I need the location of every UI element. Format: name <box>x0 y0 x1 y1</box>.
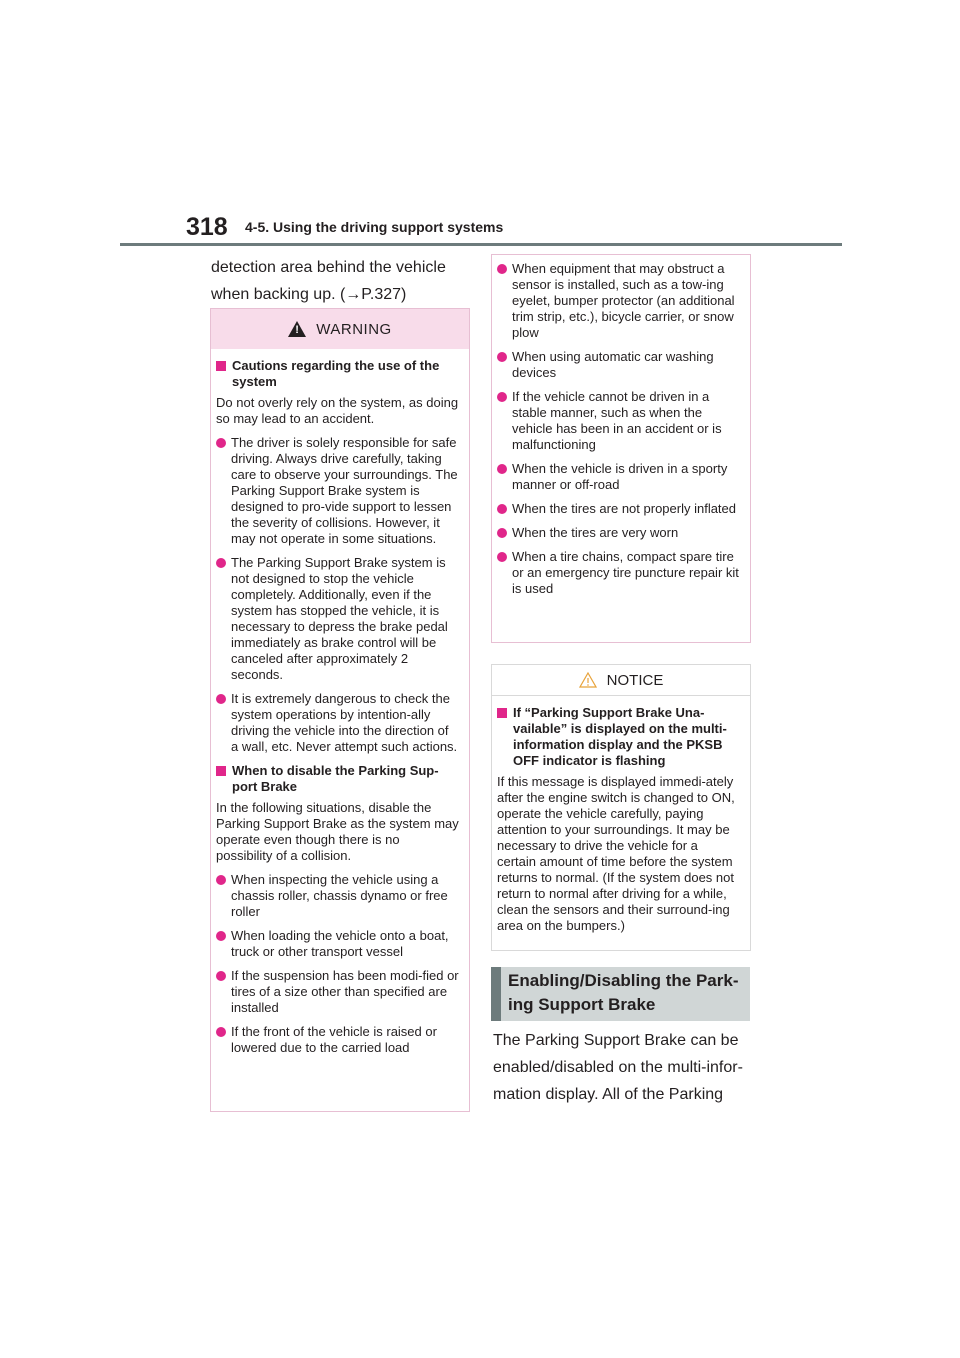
subsection-heading: When to disable the Parking Sup-port Brake <box>216 763 459 795</box>
section-heading <box>491 967 750 1021</box>
list-item: When inspecting the vehicle using a chassis roller, chassis dynamo or free roller <box>216 872 459 920</box>
bullet-dot-icon <box>497 552 507 562</box>
list-item: The driver is solely responsible for safe driving. Always drive carefully, taking care to observe your surroundings. The Parking Support Brake system is designed to pro-vide support to lessen the severity of collisions. However, it may not operate in some situations. <box>216 435 459 547</box>
bullet-dot-icon <box>216 438 226 448</box>
body-line: The Parking Support Brake can be <box>493 1032 739 1049</box>
warning-continued-box <box>491 254 751 643</box>
list-item: When loading the vehicle onto a boat, truck or other transport vessel <box>216 928 459 960</box>
section-heading-text: Enabling/Disabling the Park- ing Support Brake <box>508 971 739 1014</box>
bullet-dot-icon <box>216 694 226 704</box>
bullet-dot-icon <box>497 392 507 402</box>
list-item: It is extremely dangerous to check the system operations by intention-ally driving the vehicle into the direction of a wall, etc. Never attempt such actions. <box>216 691 459 755</box>
paragraph: Do not overly rely on the system, as doing so may lead to an accident. <box>216 395 459 426</box>
warning-triangle-icon <box>288 321 306 337</box>
bullet-dot-icon <box>497 528 507 538</box>
warning-body <box>211 349 469 1056</box>
list-item: When equipment that may obstruct a sensor is installed, such as a tow-ing eyelet, bumper protector (an additional trim strip, etc.), bicycle carrier, or snow plow <box>497 261 740 341</box>
paragraph: In the following situations, disable the Parking Support Brake as the system may operate even though there is no possibility of a collision. <box>216 800 459 863</box>
notice-body <box>492 696 750 934</box>
page-number: 318 <box>186 213 228 241</box>
body-line: mation display. All of the Parking <box>493 1086 724 1103</box>
square-bullet-icon <box>497 708 507 718</box>
subsection-heading: If “Parking Support Brake Una-vailable” is displayed on the multi-information display and the PKSB OFF indicator is flashing <box>497 705 740 769</box>
bullet-dot-icon <box>216 875 226 885</box>
list-item: If the front of the vehicle is raised or lowered due to the carried load <box>216 1024 459 1056</box>
list-item: When the tires are not properly inflated <box>497 501 740 517</box>
body-paragraph <box>493 1027 751 1108</box>
bullet-dot-icon <box>216 971 226 981</box>
bullet-dot-icon <box>216 1027 226 1037</box>
list-item: The Parking Support Brake system is not designed to stop the vehicle completely. Additionally, even if the system has stopped the vehicle, it is necessary to depress the brake pedal immediately as brake control will be canceled after approximately 2 seconds. <box>216 555 459 683</box>
body-line: enabled/disabled on the multi-infor- <box>493 1059 743 1076</box>
notice-box <box>491 664 751 951</box>
notice-header <box>492 665 750 696</box>
notice-triangle-icon <box>579 672 597 688</box>
warning-continued-body <box>492 255 750 597</box>
bullet-dot-icon <box>216 558 226 568</box>
list-item: If the suspension has been modi-fied or tires of a size other than specified are installed <box>216 968 459 1016</box>
bullet-dot-icon <box>216 931 226 941</box>
bullet-dot-icon <box>497 352 507 362</box>
square-bullet-icon <box>216 766 226 776</box>
list-item: When the vehicle is driven in a sporty manner or off-road <box>497 461 740 493</box>
bullet-dot-icon <box>497 264 507 274</box>
section-title: 4-5. Using the driving support systems <box>245 219 504 235</box>
lead-line: when backing up. (→P.327) <box>211 286 407 303</box>
paragraph: If this message is displayed immedi-ately after the engine switch is changed to ON, operate the vehicle carefully, paying attention to your surroundings. It may be necessary to drive the vehicle for a certain amount of time before the system returns to normal. (If the system does not return to normal after driving for a while, clean the sensors and their surround-ing area on the bumpers.) <box>497 774 735 933</box>
heading-accent-bar <box>491 967 501 1021</box>
list-item: When using automatic car washing devices <box>497 349 740 381</box>
warning-box <box>210 308 470 1112</box>
notice-title: NOTICE <box>606 671 664 689</box>
lead-line: detection area behind the vehicle <box>211 259 446 276</box>
list-item: When the tires are very worn <box>497 525 740 541</box>
bullet-dot-icon <box>497 464 507 474</box>
header-rule <box>120 243 842 246</box>
warning-header <box>211 309 469 349</box>
warning-title: WARNING <box>316 320 392 338</box>
subsection-heading: Cautions regarding the use of the system <box>216 358 459 390</box>
lead-paragraph <box>211 254 466 308</box>
square-bullet-icon <box>216 361 226 371</box>
list-item: If the vehicle cannot be driven in a stable manner, such as when the vehicle has been in an accident or is malfunctioning <box>497 389 740 453</box>
list-item: When a tire chains, compact spare tire or an emergency tire puncture repair kit is used <box>497 549 740 597</box>
bullet-dot-icon <box>497 504 507 514</box>
